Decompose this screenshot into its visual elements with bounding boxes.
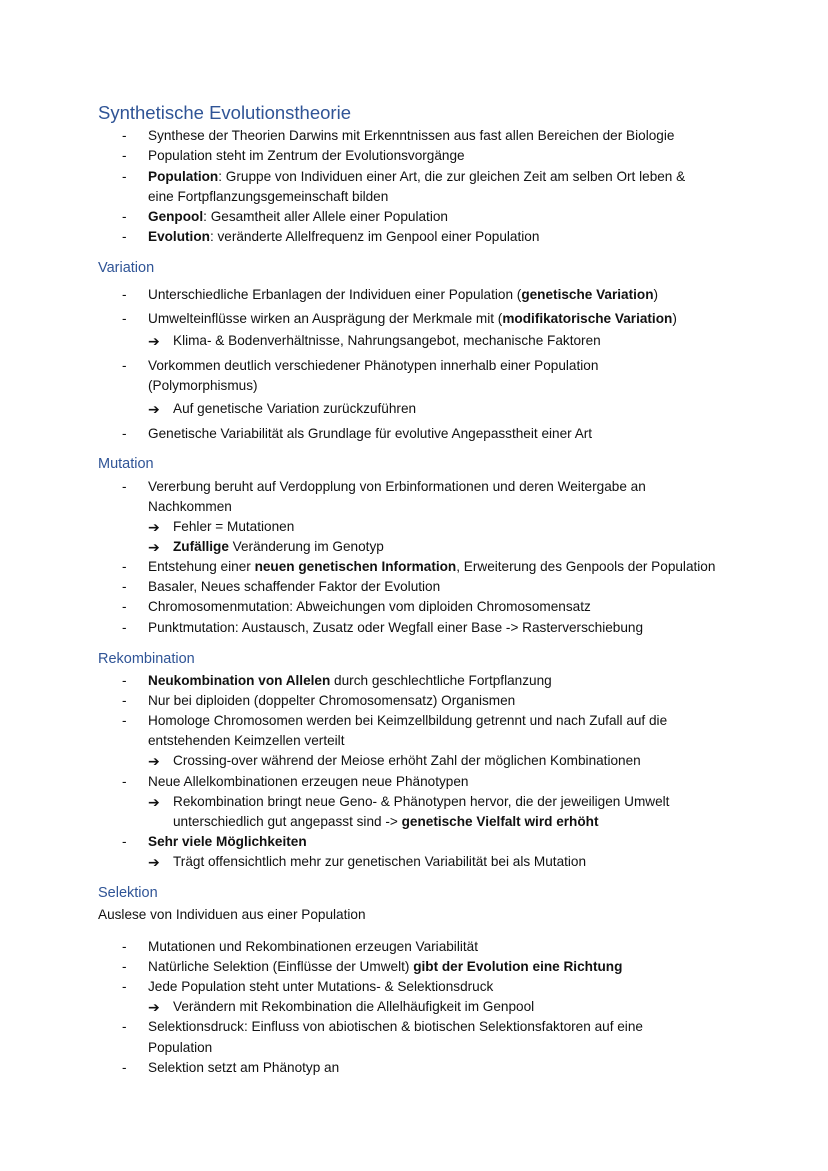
bullet-dash: -: [122, 1019, 127, 1034]
selektion-subitem-allelhaeufigkeit: Verändern mit Rekombination die Allelhäufigkeit im Genpool: [173, 999, 535, 1014]
bullet-dash: -: [122, 209, 127, 224]
section-heading-mutation: Mutation: [98, 456, 154, 472]
mutation-item-vererbung-cont: Nachkommen: [148, 499, 232, 514]
intro-item-population-zentrum: Population steht im Zentrum der Evolutionsvorgänge: [148, 148, 465, 163]
mutation-item-punktmutation: Punktmutation: Austausch, Zusatz oder Wegfall einer Base -> Rasterverschiebung: [148, 620, 644, 635]
bullet-dash: -: [122, 959, 127, 974]
rekombination-subitem-geno-phaenotypen-cont: unterschiedlich gut angepasst sind -> genetische Vielfalt wird erhöht: [173, 814, 599, 829]
arrow-icon: ➔: [148, 854, 160, 870]
bullet-dash: -: [122, 579, 127, 594]
rekombination-subitem-geno-phaenotypen: Rekombination bringt neue Geno- & Phänotypen hervor, die der jeweiligen Umwelt: [173, 794, 670, 809]
section-heading-variation: Variation: [98, 260, 155, 276]
rekombination-item-diploid: Nur bei diploiden (doppelter Chromosomensatz) Organismen: [148, 693, 516, 708]
mutation-item-basaler-faktor: Basaler, Neues schaffender Faktor der Evolution: [148, 579, 441, 594]
bullet-dash: -: [122, 169, 127, 184]
mutation-subitem-zufaellig: Zufällige Veränderung im Genotyp: [173, 539, 384, 554]
bullet-dash: -: [122, 479, 127, 494]
rekombination-subitem-crossing-over: Crossing-over während der Meiose erhöht Zahl der möglichen Kombinationen: [173, 753, 641, 768]
mutation-item-chromosomenmutation: Chromosomenmutation: Abweichungen vom diploiden Chromosomensatz: [148, 599, 591, 614]
rekombination-item-allelkombinationen: Neue Allelkombinationen erzeugen neue Phänotypen: [148, 774, 469, 789]
variation-item-variabilitaet: Genetische Variabilität als Grundlage für evolutive Angepasstheit einer Art: [148, 426, 593, 441]
variation-item-phaenotypen-cont: (Polymorphismus): [148, 378, 258, 393]
mutation-item-vererbung: Vererbung beruht auf Verdopplung von Erbinformationen und deren Weitergabe an: [148, 479, 646, 494]
rekombination-item-neukombination: Neukombination von Allelen durch geschlechtliche Fortpflanzung: [148, 673, 552, 688]
mutation-item-neue-information: Entstehung einer neuen genetischen Information, Erweiterung des Genpools der Population: [148, 559, 716, 574]
selektion-item-selektionsdruck-cont: Population: [148, 1040, 213, 1055]
selektion-item-selektionsdruck: Selektionsdruck: Einfluss von abiotischen & biotischen Selektionsfaktoren auf eine: [148, 1019, 643, 1034]
rekombination-subitem-variabilitaet: Trägt offensichtlich mehr zur genetischen Variabilität bei als Mutation: [173, 854, 587, 869]
bullet-dash: -: [122, 939, 127, 954]
arrow-icon: ➔: [148, 519, 160, 535]
bullet-dash: -: [122, 693, 127, 708]
rekombination-item-homologe: Homologe Chromosomen werden bei Keimzellbildung getrennt und nach Zufall auf die: [148, 713, 668, 728]
bullet-dash: -: [122, 128, 127, 143]
variation-subitem-klima: Klima- & Bodenverhältnisse, Nahrungsangebot, mechanische Faktoren: [173, 333, 601, 348]
bullet-dash: -: [122, 148, 127, 163]
arrow-icon: ➔: [148, 753, 160, 769]
arrow-icon: ➔: [148, 333, 160, 349]
mutation-subitem-fehler: Fehler = Mutationen: [173, 519, 295, 534]
section-heading-selektion: Selektion: [98, 885, 158, 901]
bullet-dash: -: [122, 713, 127, 728]
bullet-dash: -: [122, 1060, 127, 1075]
variation-item-modifikatorisch: Umwelteinflüsse wirken an Ausprägung der Merkmale mit (modifikatorische Variation): [148, 311, 677, 326]
bullet-dash: -: [122, 774, 127, 789]
bullet-dash: -: [122, 229, 127, 244]
intro-item-synthese: Synthese der Theorien Darwins mit Erkenntnissen aus fast allen Bereichen der Biologie: [148, 128, 675, 143]
selektion-item-variabilitaet: Mutationen und Rekombinationen erzeugen Variabilität: [148, 939, 478, 954]
bullet-dash: -: [122, 358, 127, 373]
arrow-icon: ➔: [148, 999, 160, 1015]
bullet-dash: -: [122, 599, 127, 614]
bullet-dash: -: [122, 311, 127, 326]
bullet-dash: -: [122, 287, 127, 302]
bullet-dash: -: [122, 834, 127, 849]
bullet-dash: -: [122, 620, 127, 635]
bullet-dash: -: [122, 979, 127, 994]
rekombination-item-moeglichkeiten: Sehr viele Möglichkeiten: [148, 834, 307, 849]
arrow-icon: ➔: [148, 539, 160, 555]
bullet-dash: -: [122, 559, 127, 574]
selektion-item-phaenotyp: Selektion setzt am Phänotyp an: [148, 1060, 340, 1075]
selektion-item-selektionsdruck-population: Jede Population steht unter Mutations- & Selektionsdruck: [148, 979, 494, 994]
bullet-dash: -: [122, 673, 127, 688]
variation-subitem-genetisch: Auf genetische Variation zurückzuführen: [173, 401, 417, 416]
rekombination-item-homologe-cont: entstehenden Keimzellen verteilt: [148, 733, 345, 748]
selektion-intro: Auslese von Individuen aus einer Population: [98, 907, 366, 922]
intro-item-population-definition: Population: Gruppe von Individuen einer Art, die zur gleichen Zeit am selben Ort leben &: [148, 169, 686, 184]
bullet-dash: -: [122, 426, 127, 441]
section-heading-rekombination: Rekombination: [98, 651, 195, 667]
arrow-icon: ➔: [148, 401, 160, 417]
selektion-item-natuerliche-selektion: Natürliche Selektion (Einflüsse der Umwelt) gibt der Evolution eine Richtung: [148, 959, 623, 974]
page-title: Synthetische Evolutionstheorie: [98, 102, 351, 123]
intro-item-population-definition-cont: eine Fortpflanzungsgemeinschaft bilden: [148, 189, 389, 204]
intro-item-genpool: Genpool: Gesamtheit aller Allele einer Population: [148, 209, 448, 224]
arrow-icon: ➔: [148, 794, 160, 810]
intro-item-evolution: Evolution: veränderte Allelfrequenz im Genpool einer Population: [148, 229, 540, 244]
variation-item-genetisch: Unterschiedliche Erbanlagen der Individuen einer Population (genetische Variation): [148, 287, 659, 302]
variation-item-phaenotypen: Vorkommen deutlich verschiedener Phänotypen innerhalb einer Population: [148, 358, 599, 373]
